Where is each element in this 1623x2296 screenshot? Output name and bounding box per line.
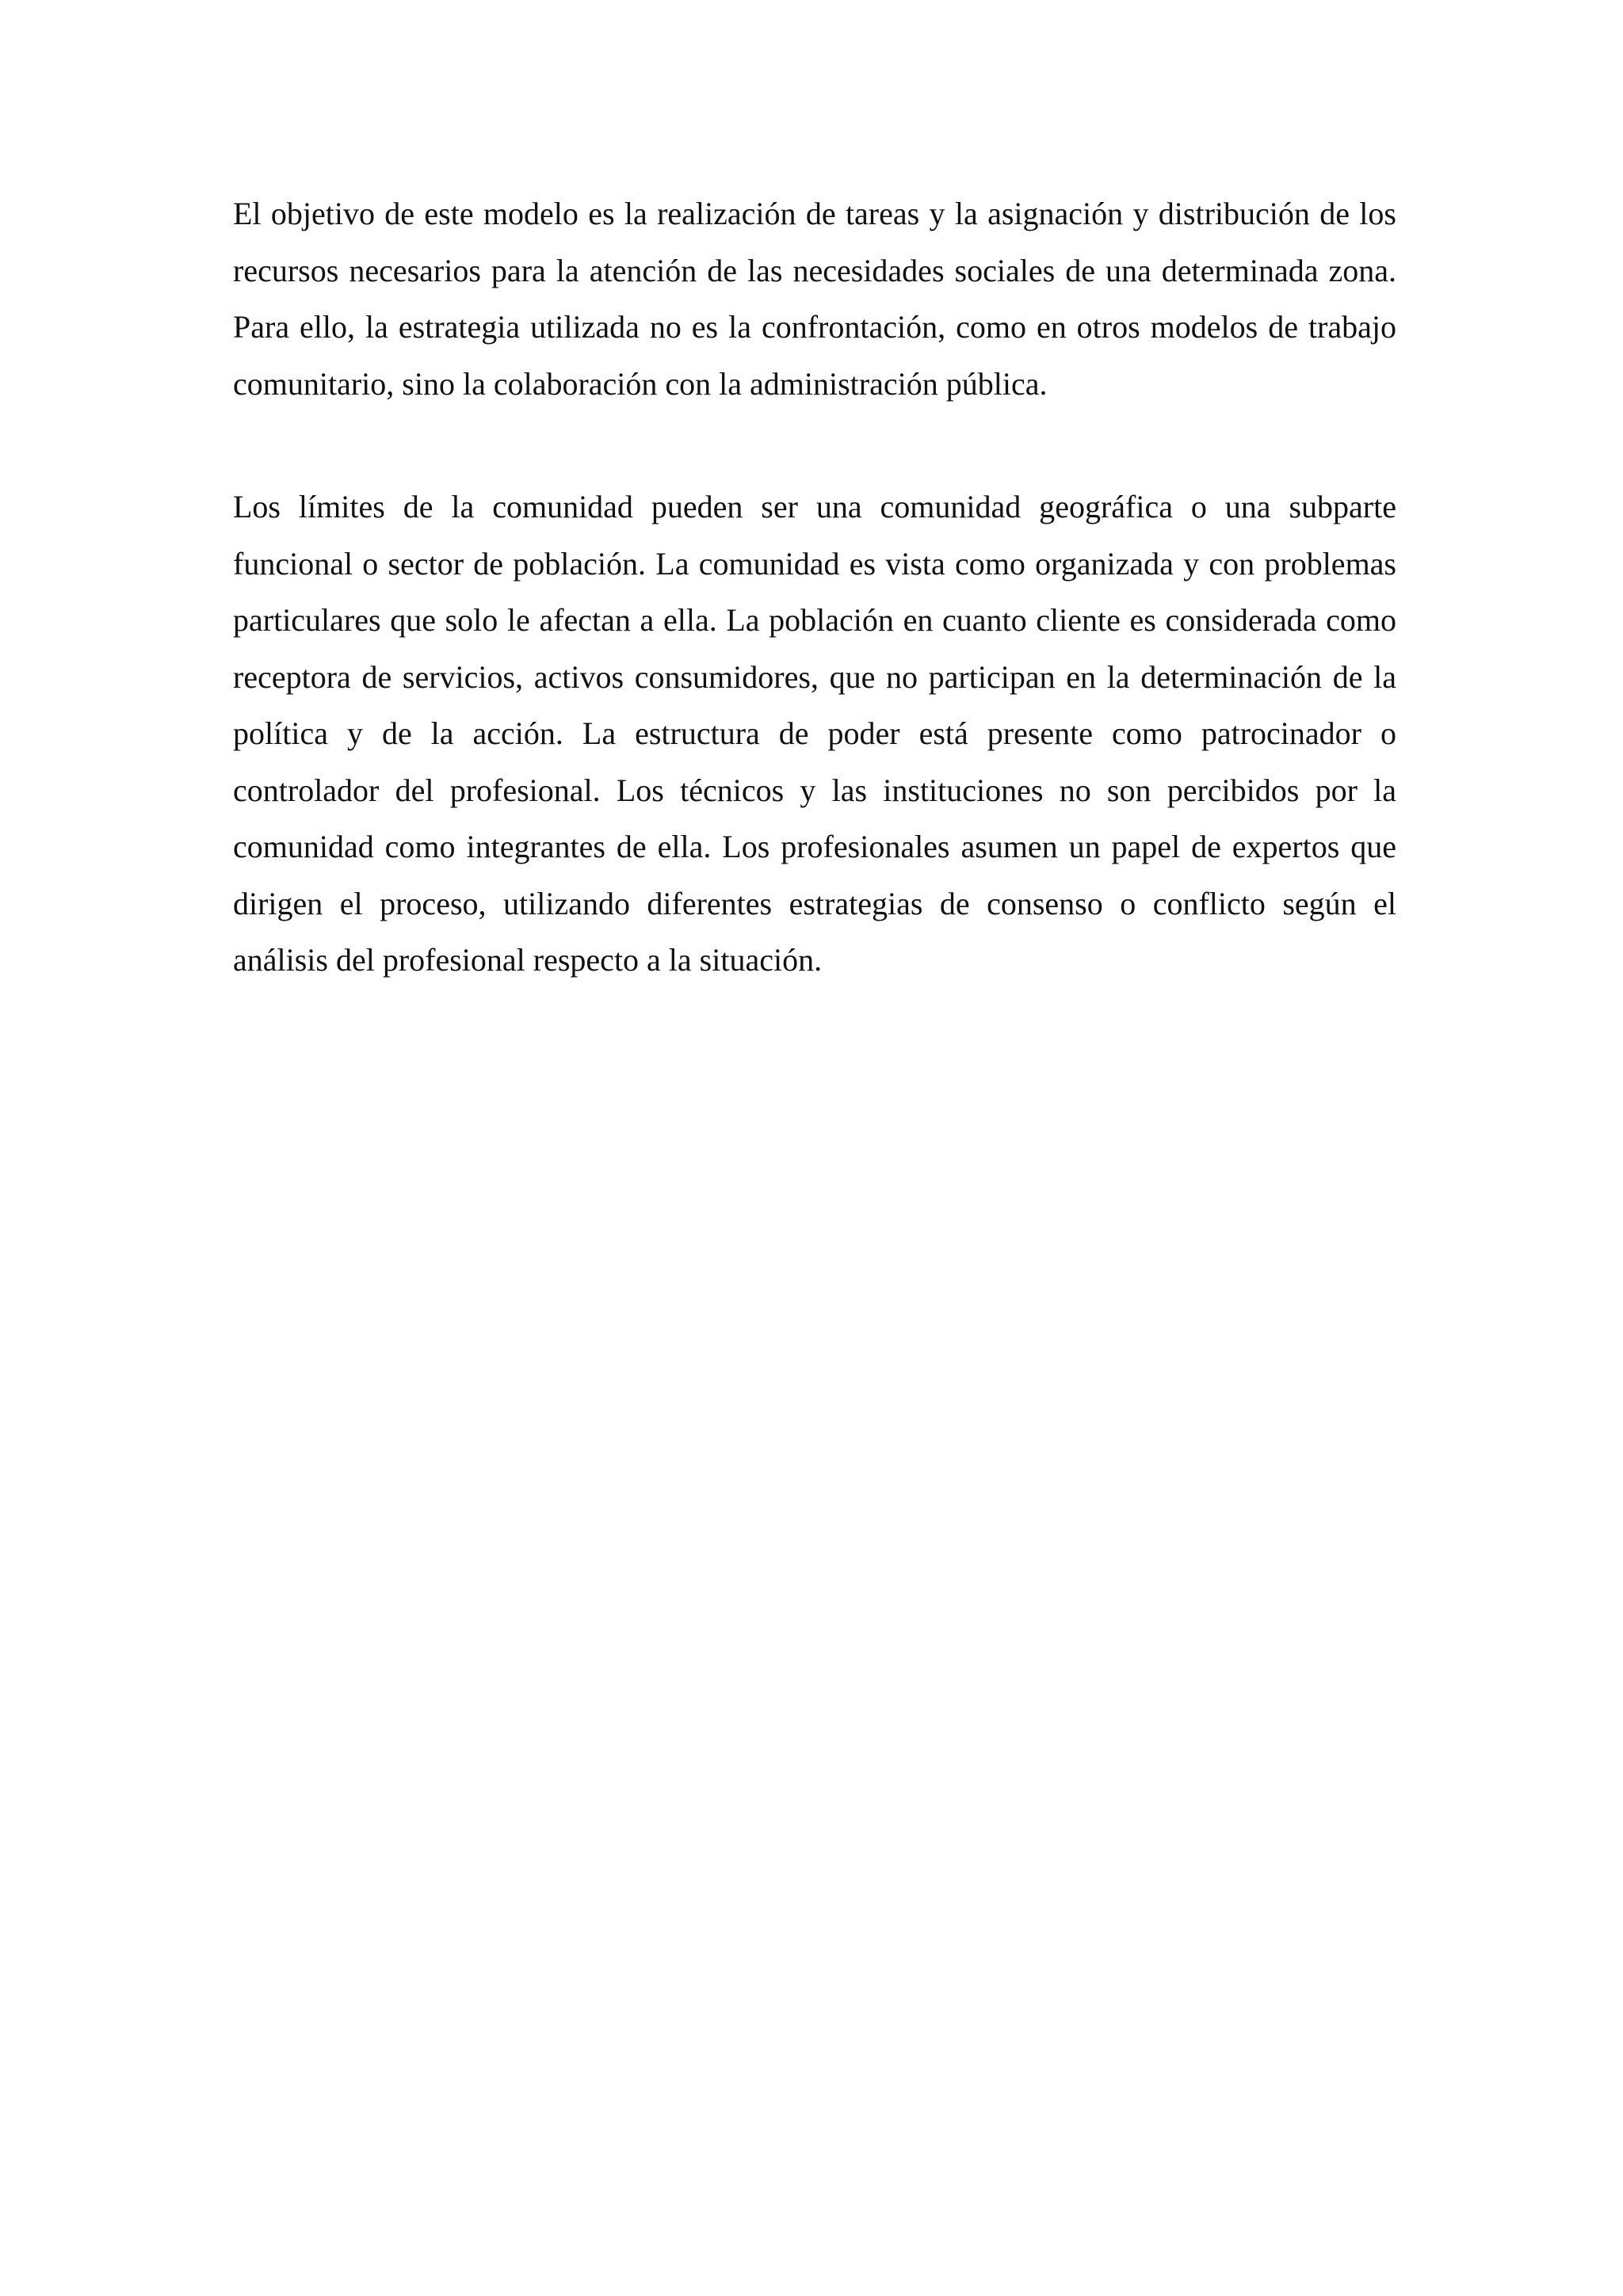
paragraph-community-limits: Los límites de la comunidad pueden ser una comunidad geográfica o una subparte funcional o sector de población. La comunidad es vista como organizada y con problemas particulares que solo le afectan a ella. La población en cuanto cliente es considerada como receptora de servicios, activos consumidores, que no participan en la determinación de la política y de la acción. La estructura de poder está presente como patrocinador o controlador del profesional. Los técnicos y las instituciones no son percibidos por la comunidad como integrantes de ella. Los profesionales asumen un papel de expertos que dirigen el proceso, utilizando diferentes estrategias de consenso o conflicto según el análisis del profesional respecto a la situación. (233, 489, 1396, 978)
paragraph-model-objective: El objetivo de este modelo es la realización de tareas y la asignación y distribución de los recursos necesarios para la atención de las necesidades sociales de una determinada zona. Para ello, la estrategia utilizada no es la confrontación, como en otros modelos de trabajo comunitario, sino la colaboración con la administración pública. (233, 196, 1396, 402)
